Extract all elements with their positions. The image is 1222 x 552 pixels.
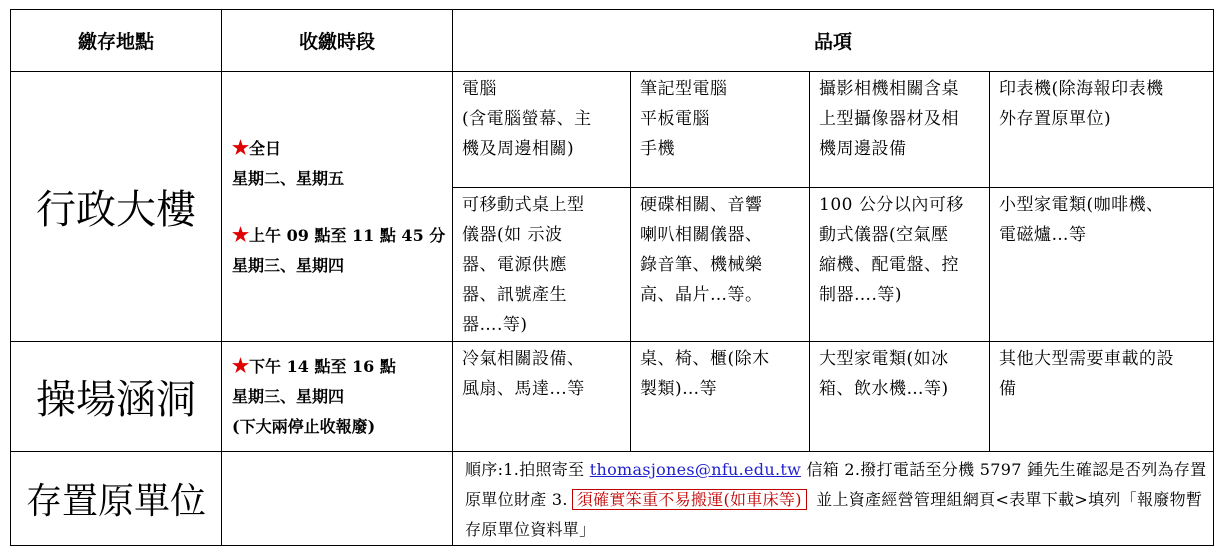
email-link[interactable]: thomasjones@nfu.edu.tw <box>589 460 802 479</box>
item-line: 攝影相機相關含桌 <box>819 79 959 99</box>
header-period: 收繳時段 <box>222 10 453 72</box>
playground-schedule-line1: 下午 14 點至 16 點 <box>249 357 396 376</box>
disposal-schedule-table <box>10 9 1214 546</box>
item-line: 制器….等) <box>819 285 903 305</box>
admin-schedule <box>222 72 453 342</box>
item-line: 小型家電類(咖啡機、 <box>999 195 1164 215</box>
origin-row <box>11 452 1214 546</box>
playground-row <box>11 342 1214 452</box>
item-cell <box>990 188 1214 342</box>
item-line: 筆記型電腦 <box>640 79 728 99</box>
item-line: 機周邊設備 <box>819 139 907 159</box>
origin-schedule-empty <box>222 452 453 546</box>
item-cell <box>810 72 990 188</box>
note-part3: 並上資產經營管理組網頁<表單下載>填列「報廢物暫存原單位資料單」 <box>465 490 1203 539</box>
playground-schedule-line2: 星期三、星期四 <box>232 387 345 406</box>
item-line: 風扇、馬達...等 <box>462 379 585 399</box>
header-location: 繳存地點 <box>11 10 222 72</box>
item-cell <box>990 342 1214 452</box>
playground-schedule <box>222 342 453 452</box>
item-line: 縮機、配電盤、控 <box>819 255 959 275</box>
admin-schedule1-line2: 星期二、星期五 <box>232 168 345 188</box>
item-line: 錄音筆、機械樂 <box>640 255 763 275</box>
item-cell <box>453 342 631 452</box>
origin-procedure-note <box>453 452 1214 546</box>
item-line: 儀器(如 示波 <box>462 225 563 245</box>
item-line: 其他大型需要車載的設 <box>999 349 1174 369</box>
item-line: 印表機(除海報印表機 <box>999 79 1164 99</box>
admin-schedule1-line1: 全日 <box>249 138 282 158</box>
item-cell <box>453 188 631 342</box>
item-line: 硬碟相關、音響 <box>640 195 763 215</box>
item-line: 100 公分以內可移 <box>819 195 964 215</box>
location-playground-tunnel: 操場涵洞 <box>11 342 222 452</box>
item-cell <box>810 188 990 342</box>
star-icon: ★ <box>232 136 250 159</box>
note-part2: 信箱 2.撥打電話至分機 5797 鍾先生確認是否列為存置原單位財產 3. <box>465 460 1207 509</box>
item-line: 電腦 <box>462 79 497 99</box>
star-icon: ★ <box>232 223 250 246</box>
item-line: 可移動式桌上型 <box>462 195 585 215</box>
item-line: 器、電源供應 <box>462 255 567 275</box>
item-line: 平板電腦 <box>640 109 710 129</box>
location-admin-building: 行政大樓 <box>11 72 222 342</box>
item-line: (含電腦螢幕、主 <box>462 109 592 129</box>
admin-schedule2-line1: 上午 09 點至 11 點 45 分 <box>249 225 446 245</box>
item-line: 器….等) <box>462 315 528 335</box>
item-line: 動式儀器(空氣壓 <box>819 225 949 245</box>
item-line: 器、訊號產生 <box>462 285 567 305</box>
item-line: 備 <box>999 379 1017 399</box>
admin-row-1 <box>11 72 1214 188</box>
warning-box: 須確實笨重不易搬運(如車床等) <box>572 489 807 510</box>
header-items: 品項 <box>453 10 1214 72</box>
item-cell <box>810 342 990 452</box>
item-cell <box>631 342 810 452</box>
item-cell <box>631 72 810 188</box>
header-row <box>11 10 1214 72</box>
item-line: 製類)…等 <box>640 379 718 399</box>
star-icon: ★ <box>232 355 250 377</box>
item-line: 外存置原單位) <box>999 109 1112 129</box>
item-cell <box>631 188 810 342</box>
item-cell <box>990 72 1214 188</box>
playground-schedule-line3: (下大兩停止收報廢) <box>232 417 376 436</box>
admin-schedule2-line2: 星期三、星期四 <box>232 255 345 275</box>
item-line: 上型攝像器材及相 <box>819 109 959 129</box>
item-line: 手機 <box>640 139 675 159</box>
item-line: 箱、飲水機…等) <box>819 379 949 399</box>
item-line: 喇叭相關儀器、 <box>640 225 763 245</box>
item-cell <box>453 72 631 188</box>
item-line: 電磁爐…等 <box>999 225 1087 245</box>
note-part1: 順序:1.拍照寄至 <box>465 460 590 479</box>
item-line: 大型家電類(如冰 <box>819 349 949 369</box>
location-origin-unit: 存置原單位 <box>11 452 222 546</box>
item-line: 高、晶片…等。 <box>640 285 763 305</box>
item-line: 桌、椅、櫃(除木 <box>640 349 770 369</box>
item-line: 冷氣相關設備、 <box>462 349 585 369</box>
item-line: 機及周邊相關) <box>462 139 575 159</box>
